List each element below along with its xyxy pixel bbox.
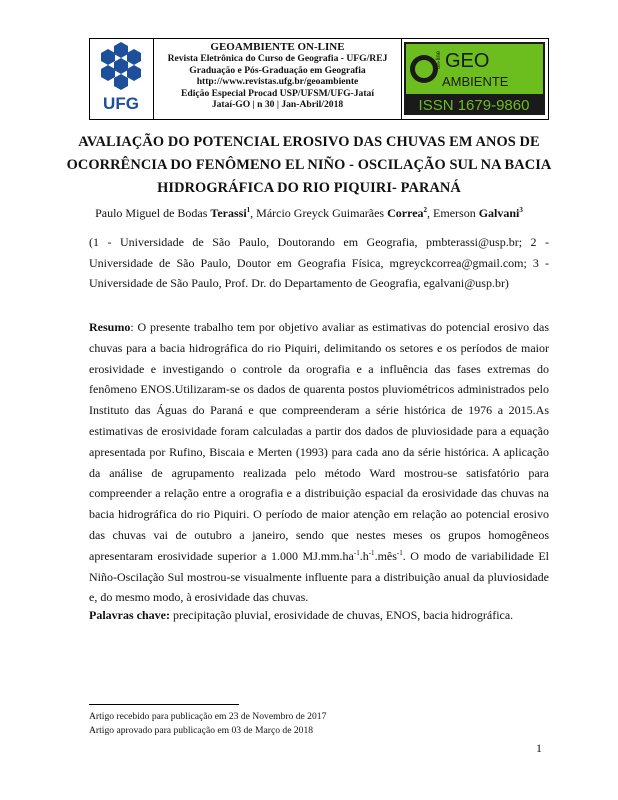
article-title: AVALIAÇÃO DO POTENCIAL EROSIVO DAS CHUVAS EM ANOS DE OCORRÊNCIA DO FENÔMENO EL NIÑO - OSCILAÇÃO SUL NA BACIA HIDROGRÁFICA DO RIO PIQUIRI- PARANÁ — [66, 134, 552, 196]
ufg-logo-text: UFG — [103, 94, 139, 113]
author-1-given: Paulo Miguel de Bodas — [95, 206, 211, 220]
abstract — [89, 317, 549, 608]
author-3-sup: 3 — [519, 206, 523, 214]
geo-logo-ambiente: AMBIENTE — [442, 74, 509, 89]
footnote-approved: Artigo aprovado para publicação em 03 de Março de 2018 — [89, 725, 314, 736]
geo-logo-online: on-line — [436, 50, 442, 69]
journal-header — [89, 38, 549, 120]
author-3-given: , Emerson — [427, 206, 479, 220]
unit-mid-1: .h — [359, 548, 369, 563]
geo-logo-geo: GEO — [445, 50, 490, 72]
author-3-surname: Galvani — [478, 206, 520, 220]
journal-issue: Jataí-GO | n 30 | Jan-Abril/2018 — [211, 99, 344, 111]
footnotes — [89, 710, 326, 738]
footnote-received: Artigo recebido para publicação em 23 de Novembro de 2017 — [89, 711, 327, 722]
page-number: 1 — [536, 741, 542, 755]
author-1-sup: 1 — [246, 206, 251, 214]
author-2-surname: Correa — [387, 206, 424, 220]
author-2-given: , Márcio Greyck Guimarães — [250, 206, 388, 220]
keywords-text: precipitação pluvial, erosividade de chuvas, ENOS, bacia hidrográfica. — [169, 608, 514, 622]
footnote-divider — [89, 704, 239, 705]
keywords-label: Palavras chave: — [89, 608, 170, 622]
journal-info — [154, 42, 401, 110]
keywords — [89, 605, 549, 625]
ufg-logo — [90, 39, 154, 119]
journal-line-2: Revista Eletrônica do Curso de Geografia - UFG/REJ — [167, 53, 388, 65]
author-1-surname: Terassi — [210, 206, 247, 220]
journal-line-3: Graduação e Pós-Graduação em Geografia — [189, 64, 366, 76]
geoambiente-logo-icon — [402, 39, 547, 118]
journal-url: http://www.revistas.ufg.br/geoambiente — [196, 76, 359, 88]
author-2-sup: 2 — [423, 206, 428, 214]
unit-sup-3: -1 — [396, 548, 403, 557]
abstract-label: Resumo — [89, 320, 131, 334]
ufg-logo-icon — [90, 39, 152, 118]
abstract-text-2: . O modo de variabilidade El Niño-Oscilação Sul mostrou-se visualmente influente para a distribuição anual da pluviosidade e, do mesmo modo, à erosividade das chuvas. — [89, 548, 549, 605]
authors — [0, 206, 618, 221]
abstract-text-1: : O presente trabalho tem por objetivo avaliar as estimativas do potencial erosivo das chuvas para a bacia hidrográfica do rio Piquiri, delimitando os setores e os períodos de maior erosividade e investigando o controle da orografia e a influência das fases extremas do fenômeno ENOS.Utilizaram-se os dados de quarenta postos pluviométricos administrados pelo Instituto das Águas do Paraná e que compreenderam a série histórica de 1976 a 2015.As estimativas de erosividade foram calculadas a partir dos dados de pluviosidade para a equação apresentada por Rufino, Biscaia e Merten (1993) para cada ano da série histórica. A aplicação da análise de agrupamento realizada pelo método Ward mostrou-se satisfatório para compreender a relação entre a orografia e a distribuição espacial da erosividade das chuvas na bacia hidrográfica do rio Piquiri. O período de maior atenção em relação ao potencial erosivo das chuvas vai de outubro a janeiro, sendo que nestes meses os grupos homogêneos apresentaram erosividade superior a 1.000 MJ.mm.ha — [89, 320, 549, 563]
unit-sup-2: -1 — [368, 548, 375, 557]
journal-name: GEOAMBIENTE ON-LINE — [210, 41, 345, 53]
unit-mid-2: .mês — [374, 548, 397, 563]
geoambiente-logo — [401, 39, 548, 119]
unit-sup-1: -1 — [353, 548, 360, 557]
journal-edition: Edição Especial Procad USP/UFSM/UFG-Jataí — [180, 87, 375, 99]
affiliations: (1 - Universidade de São Paulo, Doutorando em Geografia, pmbterassi@usp.br; 2 -Universidade de São Paulo, Doutor em Geografia Física, mgreyckcorrea@gmail.com; 3 - Universidade de São Paulo, Prof. Dr. do Departamento de Geografia, egalvani@usp.br) — [89, 235, 549, 290]
issn-text: ISSN 1679-9860 — [418, 97, 530, 114]
